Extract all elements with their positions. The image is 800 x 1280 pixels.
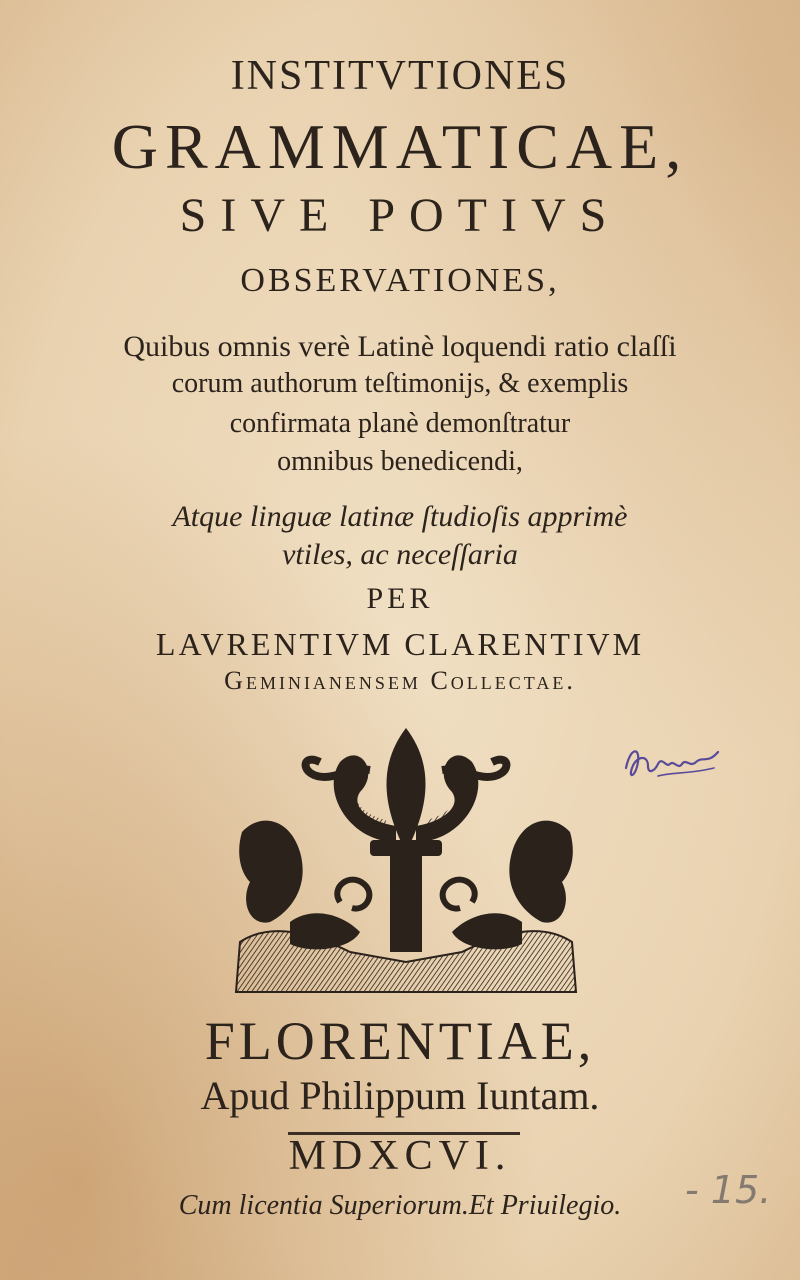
pencil-annotation: - 15.	[685, 1168, 772, 1212]
body-line-4: omnibus benedicendi,	[277, 446, 523, 477]
printers-device-fleur-de-lis-icon	[230, 722, 582, 1000]
title-line-4: OBSERVATIONES,	[240, 262, 560, 299]
imprint-publisher: Apud Philippum Iuntam.	[200, 1073, 600, 1118]
author-name: LAVRENTIVM CLARENTIVM	[155, 626, 645, 662]
author-origin: Geminianensem Collectae.	[224, 666, 576, 695]
title-line-1: INSTITVTIONES	[230, 53, 570, 99]
handwritten-signature-icon	[618, 738, 728, 788]
body-line-1: Quibus omnis verè Latinè loquendi ratio claſſi	[123, 330, 677, 363]
imprint-city: FLORENTIAE,	[204, 1011, 596, 1071]
italic-line-2: vtiles, ac neceſſaria	[282, 538, 518, 571]
body-line-3: confirmata planè demonſtratur	[229, 408, 571, 439]
italic-line-1: Atque linguæ latinæ ſtudioſis apprimè	[172, 500, 628, 533]
per-label: PER	[366, 582, 434, 615]
body-line-2: corum authorum teſtimonijs, & exemplis	[171, 368, 629, 399]
title-line-2: GRAMMATICAE,	[111, 111, 689, 182]
license-line: Cum licentia Superiorum.Et Priuilegio.	[178, 1190, 622, 1221]
imprint-year: MDXCVI.	[288, 1133, 512, 1179]
title-line-3: SIVE POTIVS	[179, 189, 621, 242]
